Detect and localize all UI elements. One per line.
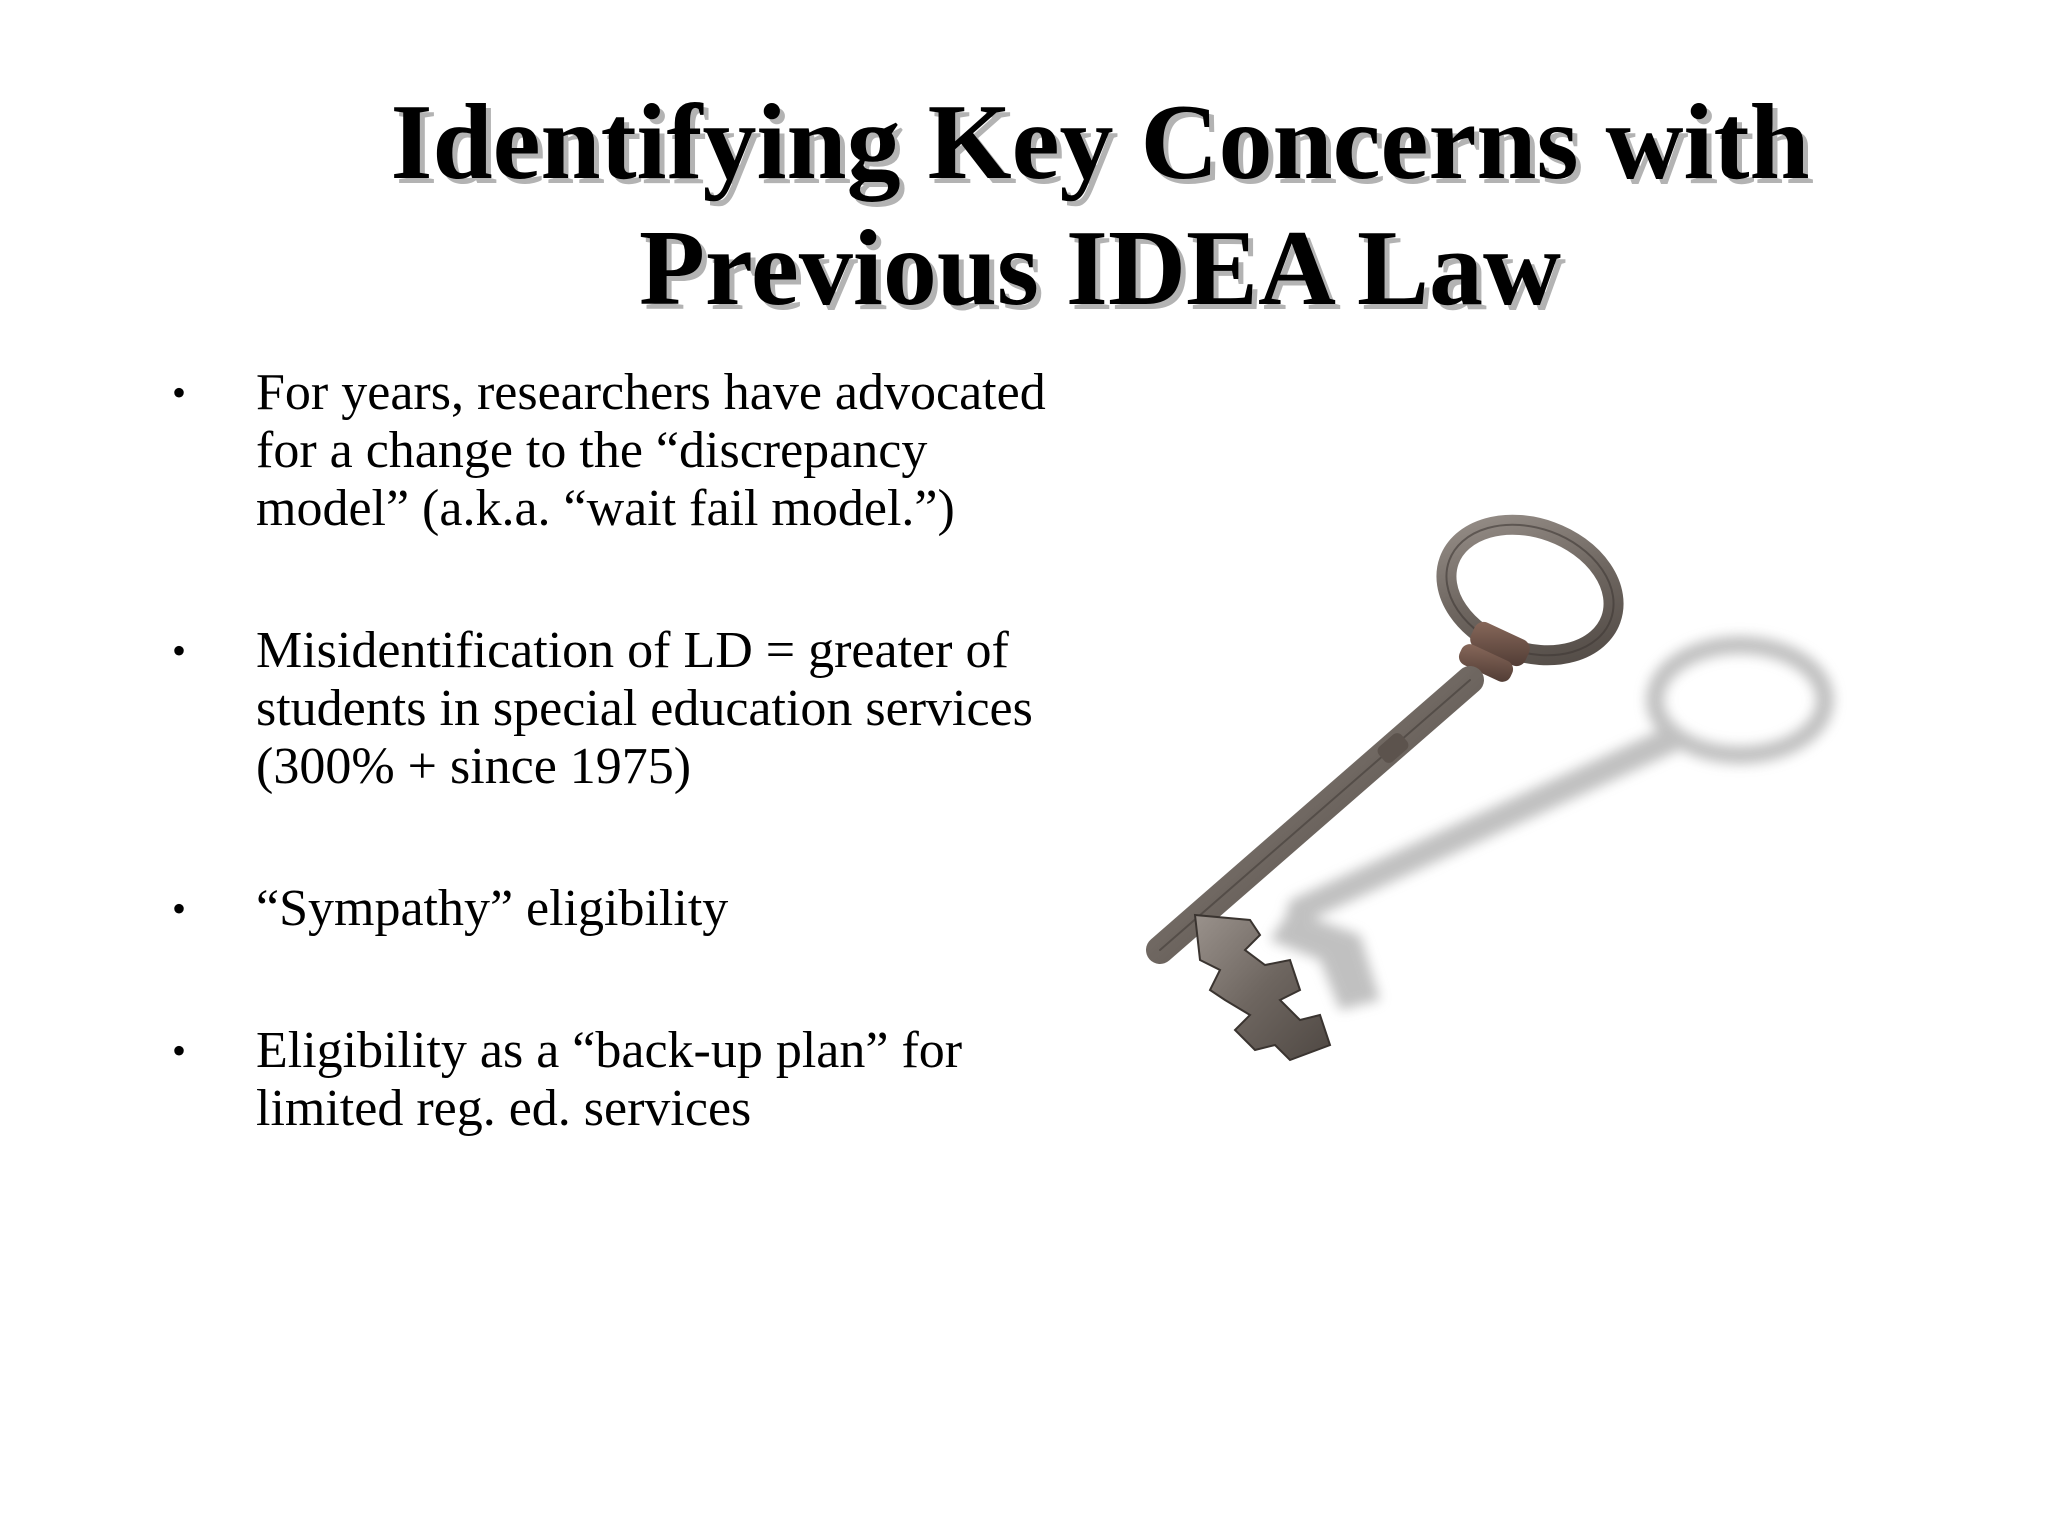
skeleton-key-icon bbox=[1140, 490, 1920, 1090]
title-line-2: Previous IDEA Law bbox=[638, 209, 1562, 328]
bullet-text: Misidentification of LD = greater of students in special education services (300% + since 1975) bbox=[256, 622, 1033, 795]
bullet-text: “Sympathy” eligibility bbox=[256, 880, 729, 937]
bullet-item bbox=[172, 364, 1092, 538]
key-bow bbox=[1428, 502, 1632, 677]
title-line-1: Identifying Key Concerns with bbox=[390, 83, 1810, 202]
bullet-text: Eligibility as a “back-up plan” for limited reg. ed. services bbox=[256, 1022, 963, 1137]
bullet-item bbox=[172, 622, 1092, 796]
key-shadow bbox=[1270, 645, 1825, 1010]
bullet-list bbox=[172, 364, 1092, 1138]
bullet-item bbox=[172, 1022, 1092, 1138]
bullet-marker: • bbox=[172, 1028, 187, 1073]
bullet-marker: • bbox=[172, 370, 187, 415]
bullet-marker: • bbox=[172, 628, 187, 673]
slide-title bbox=[300, 80, 1900, 332]
bullet-marker: • bbox=[172, 886, 187, 931]
bullet-text: For years, researchers have advocated for a change to the “discrepancy model” (a.k.a. “wait fail model.”) bbox=[256, 364, 1046, 537]
bullet-item bbox=[172, 880, 1092, 938]
